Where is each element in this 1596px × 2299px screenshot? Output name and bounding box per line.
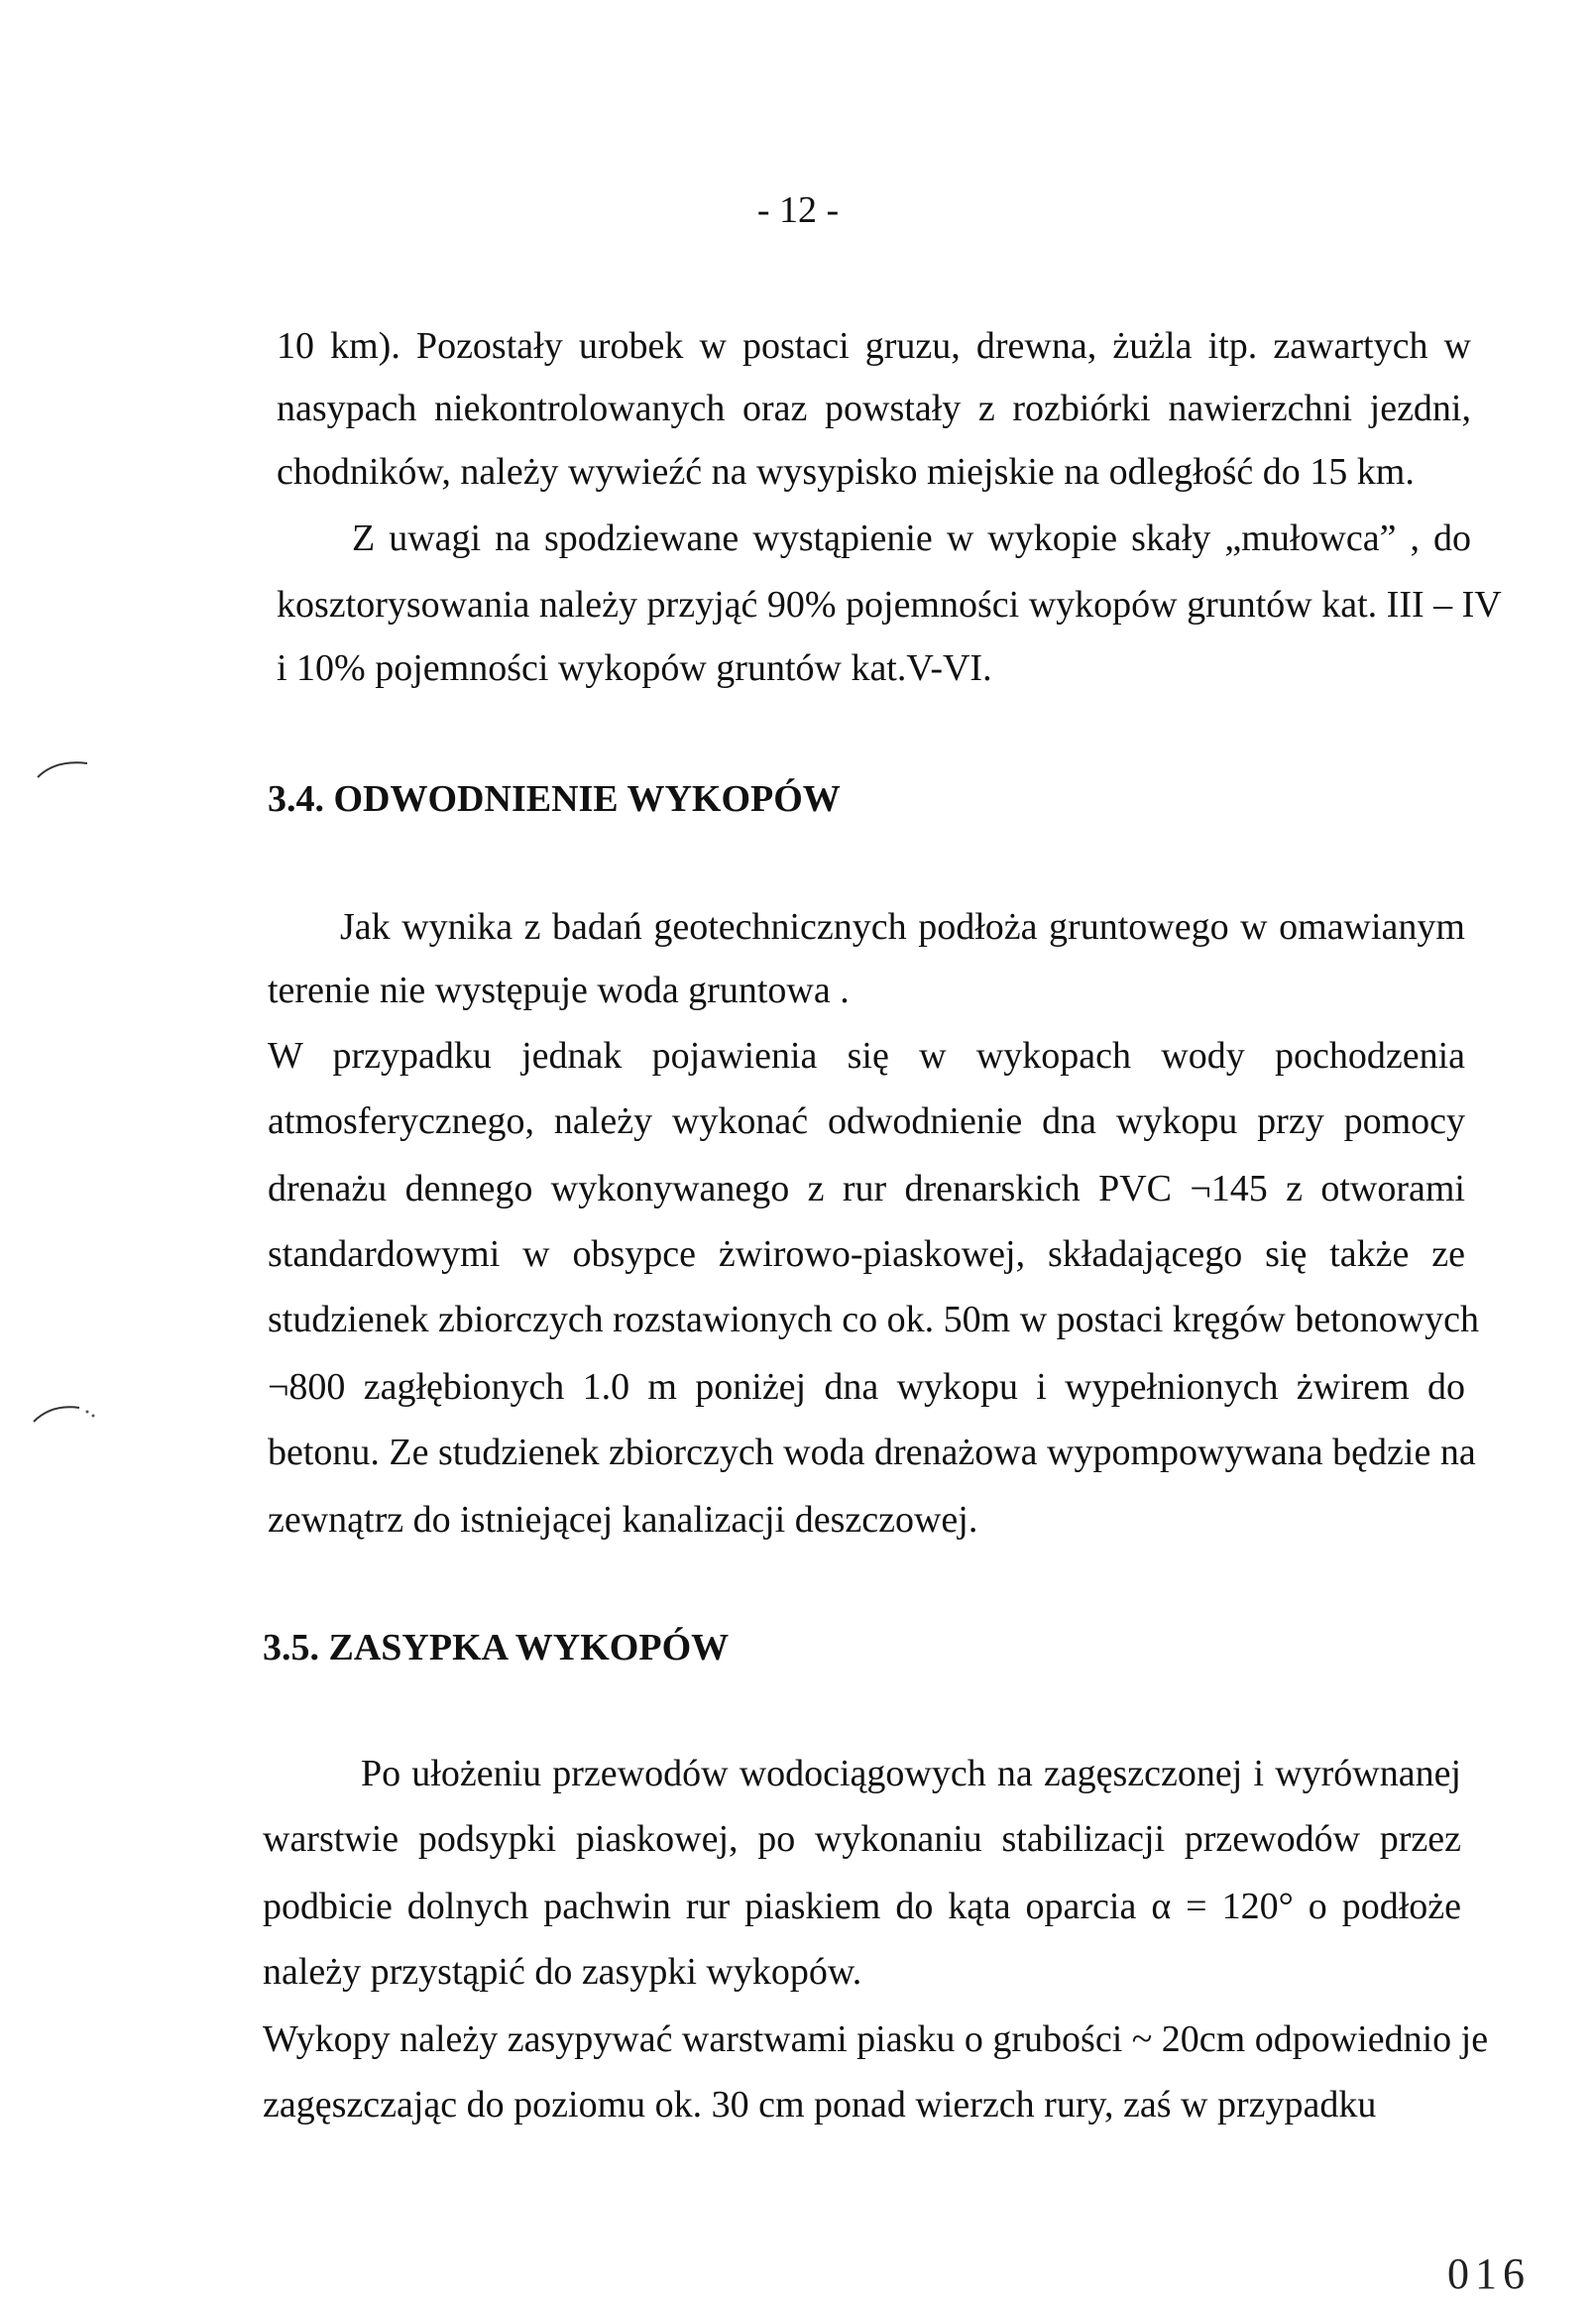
body-line: drenażu dennego wykonywanego z rur drenarskich PVC ¬145 z otworami xyxy=(268,1168,1465,1209)
body-line: Jak wynika z badań geotechnicznych podłoża gruntowego w omawianym xyxy=(340,906,1465,948)
body-line: i 10% pojemności wykopów gruntów kat.V-VI. xyxy=(277,647,992,689)
body-line: betonu. Ze studzienek zbiorczych woda drenażowa wypompowywana będzie na xyxy=(268,1432,1476,1473)
body-line: W przypadku jednak pojawienia się w wykopach wody pochodzenia xyxy=(268,1035,1465,1077)
body-line: chodników, należy wywieźć na wysypisko miejskie na odległość do 15 km. xyxy=(277,451,1415,493)
body-line: zagęszczając do poziomu ok. 30 cm ponad wierzch rury, zaś w przypadku xyxy=(263,2084,1377,2126)
body-line: standardowymi w obsypce żwirowo-piaskowej, składającego się także ze xyxy=(268,1233,1465,1275)
body-line: Z uwagi na spodziewane wystąpienie w wykopie skały „mułowca” , do xyxy=(352,517,1471,559)
margin-mark xyxy=(34,753,93,783)
body-line: Po ułożeniu przewodów wodociągowych na zagęszczonej i wyrównanej xyxy=(361,1753,1461,1794)
body-line: studzienek zbiorczych rozstawionych co ok. 50m w postaci kręgów betonowych xyxy=(268,1299,1479,1340)
body-line: Wykopy należy zasypywać warstwami piasku o grubości ~ 20cm odpowiednio je xyxy=(263,2018,1489,2060)
body-line: należy przystąpić do zasypki wykopów. xyxy=(263,1951,862,1993)
margin-mark xyxy=(30,1398,99,1428)
body-line: kosztorysowania należy przyjąć 90% pojemności wykopów gruntów kat. III – IV xyxy=(277,584,1502,626)
section-heading: 3.5. ZASYPKA WYKOPÓW xyxy=(263,1627,730,1668)
body-line: zewnątrz do istniejącej kanalizacji deszczowej. xyxy=(268,1499,978,1541)
body-line: 10 km). Pozostały urobek w postaci gruzu, drewna, żużla itp. zawartych w xyxy=(277,325,1471,367)
body-line: ¬800 zagłębionych 1.0 m poniżej dna wykopu i wypełnionych żwirem do xyxy=(268,1366,1465,1408)
page-number: - 12 - xyxy=(756,189,840,231)
body-line: terenie nie występuje woda gruntowa . xyxy=(268,970,850,1011)
body-line: nasypach niekontrolowanych oraz powstały z rozbiórki nawierzchni jezdni, xyxy=(277,388,1471,429)
body-line: warstwie podsypki piaskowej, po wykonaniu stabilizacji przewodów przez xyxy=(263,1818,1461,1860)
body-line: atmosferycznego, należy wykonać odwodnienie dna wykopu przy pomocy xyxy=(268,1100,1465,1142)
page-stamp: 016 xyxy=(1447,2249,1531,2298)
section-heading: 3.4. ODWODNIENIE WYKOPÓW xyxy=(268,778,841,820)
body-line: podbicie dolnych pachwin rur piaskiem do kąta oparcia α = 120° o podłoże xyxy=(263,1886,1461,1927)
